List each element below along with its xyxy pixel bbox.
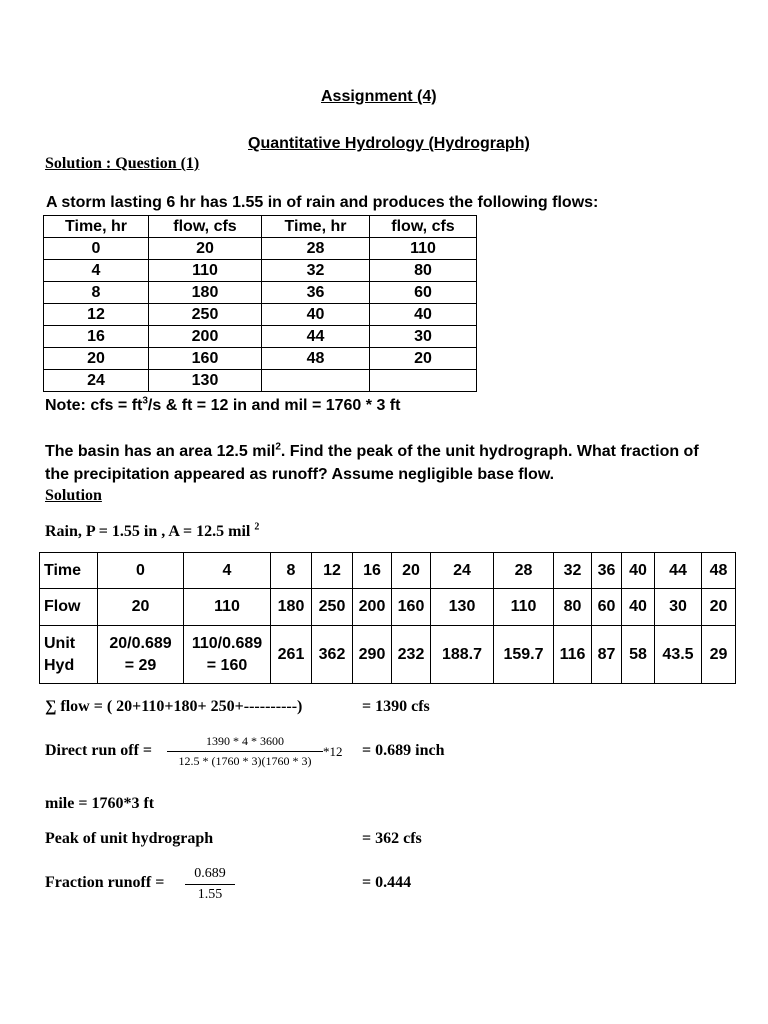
fraction-runoff-result: = 0.444	[362, 874, 412, 891]
flow-cell: 60	[592, 589, 622, 626]
flow-table-cell	[262, 370, 370, 392]
flow-table-header-cell: Time, hr	[262, 216, 370, 238]
flow-table-cell: 8	[44, 282, 149, 304]
table-row	[44, 304, 477, 326]
unit-label-line-1: Unit	[44, 634, 76, 652]
note-sup: 3	[142, 395, 148, 407]
unit-hyd-cell: 29	[702, 626, 736, 684]
flow-cell: 110	[184, 589, 271, 626]
flow-cell: 40	[622, 589, 655, 626]
table-row	[44, 326, 477, 348]
sum-symbol: ∑	[45, 698, 57, 715]
time-cell: 36	[592, 553, 622, 589]
basin-sup: 2	[275, 441, 281, 453]
unit-hyd-cell: 87	[592, 626, 622, 684]
table-row	[44, 282, 477, 304]
flow-table-cell: 40	[370, 304, 477, 326]
flow-cell: 200	[353, 589, 392, 626]
unit-hyd-cell: 43.5	[655, 626, 702, 684]
flow-table-cell: 32	[262, 260, 370, 282]
unit-hyd-label-cell	[40, 626, 98, 684]
flow-table-cell: 16	[44, 326, 149, 348]
flow-table-cell: 48	[262, 348, 370, 370]
flow-label-cell: Flow	[40, 589, 98, 626]
flow-table-cell: 160	[149, 348, 262, 370]
rain-sup: 2	[254, 521, 260, 533]
note-post: /s & ft = 12 in and mil = 1760 * 3 ft	[147, 397, 401, 414]
flow-table-cell: 180	[149, 282, 262, 304]
flow-cell: 20	[702, 589, 736, 626]
course-subtitle: Quantitative Hydrology (Hydrograph)	[248, 135, 530, 152]
unit-hyd-cell: 58	[622, 626, 655, 684]
sum-label: flow = ( 20+110+180+ 250+----------)	[60, 698, 303, 715]
flow-table-cell: 44	[262, 326, 370, 348]
time-cell: 40	[622, 553, 655, 589]
flow-table-cell: 40	[262, 304, 370, 326]
unit-hyd-calc-line: 110/0.689	[191, 634, 263, 652]
time-cell: 24	[431, 553, 494, 589]
time-cell: 20	[392, 553, 431, 589]
peak-result: = 362 cfs	[362, 830, 422, 847]
unit-hyd-cell: 290	[353, 626, 392, 684]
flow-table-cell: 20	[149, 238, 262, 260]
flow-table-cell: 110	[149, 260, 262, 282]
sum-flow-line	[45, 698, 302, 716]
fraction-numerator: 0.689	[185, 866, 235, 885]
note-pre: Note: cfs = ft	[45, 397, 143, 414]
rain-line	[45, 523, 259, 541]
unit-hyd-cell: 188.7	[431, 626, 494, 684]
table-row	[44, 238, 477, 260]
table-row	[44, 348, 477, 370]
flow-cell: 80	[554, 589, 592, 626]
flow-table-cell: 4	[44, 260, 149, 282]
flow-table	[43, 215, 477, 392]
unit-hyd-calc-line: = 29	[124, 656, 157, 674]
flow-table-cell: 60	[370, 282, 477, 304]
unit-hyd-calc-line: 20/0.689	[109, 634, 172, 652]
unit-hyd-calc-cell	[184, 626, 271, 684]
flow-table-cell	[370, 370, 477, 392]
flow-cell: 30	[655, 589, 702, 626]
solution-heading: Solution	[45, 487, 102, 504]
flow-cell: 160	[392, 589, 431, 626]
time-cell: 32	[554, 553, 592, 589]
flow-table-cell: 30	[370, 326, 477, 348]
table-row	[44, 370, 477, 392]
flow-table-cell: 20	[44, 348, 149, 370]
time-cell: 12	[312, 553, 353, 589]
units-note	[45, 397, 400, 415]
flow-cell: 20	[98, 589, 184, 626]
direct-runoff-denominator: 12.5 * (1760 * 3)(1760 * 3)	[178, 754, 312, 768]
unit-hyd-calc-line: = 160	[206, 656, 248, 674]
flow-table-cell: 130	[149, 370, 262, 392]
flow-table-cell: 12	[44, 304, 149, 326]
basin-question-line-1	[45, 443, 699, 461]
flow-cell: 130	[431, 589, 494, 626]
direct-runoff-fraction	[167, 734, 323, 769]
flow-table-cell: 24	[44, 370, 149, 392]
flow-table-cell: 36	[262, 282, 370, 304]
flow-table-header-cell: Time, hr	[44, 216, 149, 238]
flow-cell: 250	[312, 589, 353, 626]
direct-runoff-numerator: 1390 * 4 * 3600	[167, 734, 323, 752]
unit-label-line-2: Hyd	[44, 656, 75, 674]
flow-table-cell: 80	[370, 260, 477, 282]
peak-label: Peak of unit hydrograph	[45, 830, 214, 847]
flow-cell: 180	[271, 589, 312, 626]
time-label-cell: Time	[40, 553, 98, 589]
table-row	[44, 260, 477, 282]
flow-table-cell: 28	[262, 238, 370, 260]
fraction-runoff-label: Fraction runoff =	[45, 874, 165, 891]
unit-hydrograph-table	[39, 552, 736, 684]
time-cell: 48	[702, 553, 736, 589]
assignment-title: Assignment (4)	[321, 88, 437, 105]
sum-flow-result: = 1390 cfs	[362, 698, 430, 715]
time-cell: 44	[655, 553, 702, 589]
flow-table-cell: 250	[149, 304, 262, 326]
unit-hyd-cell: 159.7	[494, 626, 554, 684]
flow-table-cell: 0	[44, 238, 149, 260]
problem-intro: A storm lasting 6 hr has 1.55 in of rain and produces the following flows:	[46, 194, 599, 211]
mile-definition: mile = 1760*3 ft	[45, 795, 155, 812]
fraction-denominator: 1.55	[197, 887, 223, 902]
time-cell: 0	[98, 553, 184, 589]
basin-post: . Find the peak of the unit hydrograph. What fraction of	[280, 443, 699, 460]
unit-hyd-cell: 116	[554, 626, 592, 684]
time-cell: 8	[271, 553, 312, 589]
fraction-runoff-fraction	[185, 866, 235, 903]
direct-runoff-result: = 0.689 inch	[362, 742, 445, 759]
flow-table-cell: 20	[370, 348, 477, 370]
unit-hyd-cell: 261	[271, 626, 312, 684]
flow-table-cell: 200	[149, 326, 262, 348]
time-cell: 16	[353, 553, 392, 589]
flow-cell: 110	[494, 589, 554, 626]
time-cell: 28	[494, 553, 554, 589]
flow-table-header-cell: flow, cfs	[149, 216, 262, 238]
unit-hyd-cell: 232	[392, 626, 431, 684]
time-cell: 4	[184, 553, 271, 589]
rain-text: Rain, P = 1.55 in , A = 12.5 mil	[45, 523, 251, 540]
flow-table-cell: 110	[370, 238, 477, 260]
direct-runoff-label: Direct run off =	[45, 742, 153, 759]
solution-question-heading: Solution : Question (1)	[45, 155, 200, 172]
basin-pre: The basin has an area 12.5 mil	[45, 443, 276, 460]
basin-question-line-2: the precipitation appeared as runoff? Assume negligible base flow.	[45, 466, 555, 483]
flow-table-header-cell: flow, cfs	[370, 216, 477, 238]
direct-runoff-multiplier: *12	[323, 744, 343, 759]
unit-hyd-cell: 362	[312, 626, 353, 684]
unit-hyd-calc-cell	[98, 626, 184, 684]
